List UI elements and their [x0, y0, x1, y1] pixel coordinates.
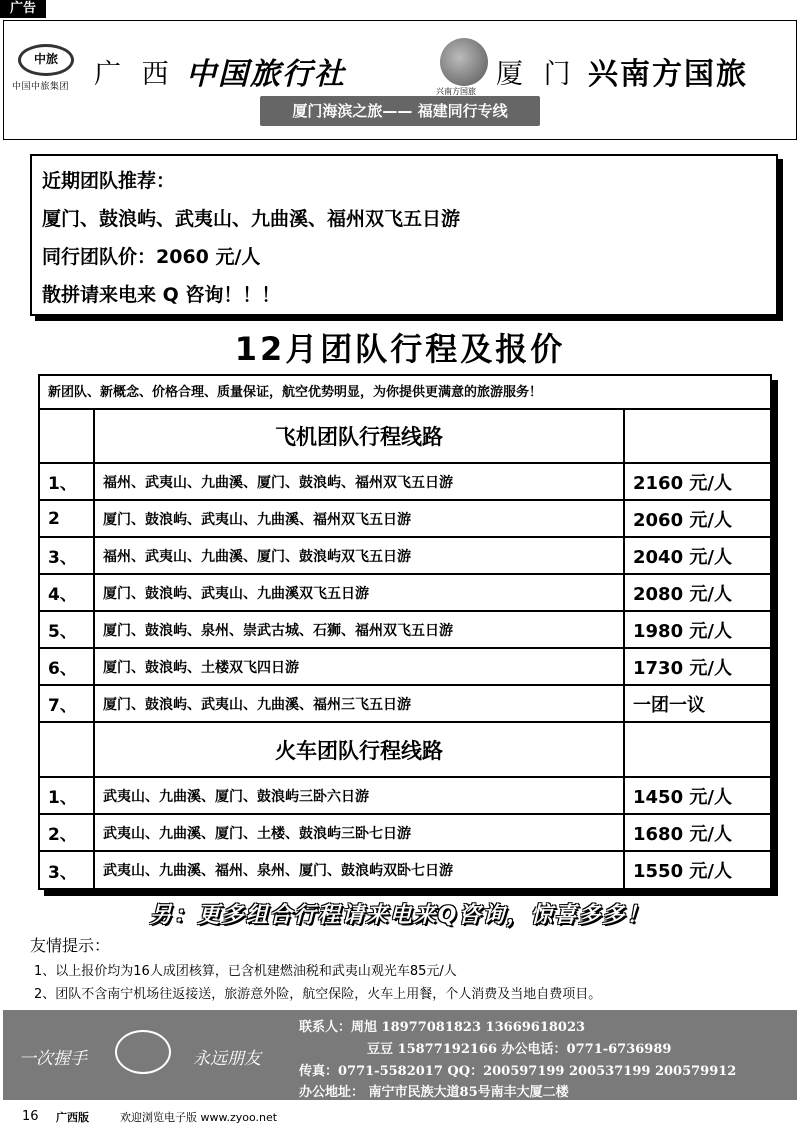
train-section-title: 火车团队行程线路	[95, 723, 625, 776]
region-left: 广 西	[94, 59, 175, 90]
recommend-route: 厦门、鼓浪屿、武夷山、九曲溪、福州双飞五日游	[42, 208, 461, 230]
table-row	[40, 464, 770, 501]
header-subtitle: 厦门海滨之旅—— 福建同行专线	[260, 96, 540, 126]
recommend-heading: 近期团队推荐：	[42, 170, 176, 192]
row-price: 2040 元/人	[633, 546, 732, 568]
row-route: 武夷山、九曲溪、厦门、土楼、鼓浪屿三卧七日游	[95, 815, 625, 850]
tour-table	[38, 374, 772, 890]
row-route: 武夷山、九曲溪、厦门、鼓浪屿三卧六日游	[95, 778, 625, 813]
cits-logo-icon	[18, 44, 74, 76]
page-footer	[0, 1106, 800, 1126]
row-no: 5、	[40, 612, 95, 647]
row-price: 1450 元/人	[633, 786, 732, 808]
row-no: 7、	[40, 686, 95, 721]
section-price-cell	[625, 410, 770, 462]
table-row	[40, 649, 770, 686]
table-row	[40, 501, 770, 538]
table-intro: 新团队、新概念、价格合理、质量保证，航空优势明显，为你提供更满意的旅游服务！	[40, 376, 770, 410]
tip-item: 1、以上报价均为16人成团核算，已含机建燃油税和武夷山观光车85元/人	[34, 964, 457, 979]
cits-logo-text: 中旅	[33, 52, 58, 66]
row-route: 厦门、鼓浪屿、武夷山、九曲溪、福州双飞五日游	[95, 501, 625, 536]
train-section-row	[40, 723, 770, 778]
row-no: 1、	[40, 778, 95, 813]
promo-banner: 另：更多组合行程请来电来Q咨询，惊喜多多！	[149, 903, 651, 928]
flight-section-row	[40, 410, 770, 464]
row-no: 6、	[40, 649, 95, 684]
row-route: 福州、武夷山、九曲溪、厦门、鼓浪屿、福州双飞五日游	[95, 464, 625, 499]
section-price-cell	[625, 723, 770, 776]
row-price: 1680 元/人	[633, 823, 732, 845]
section-no-cell	[40, 410, 95, 462]
edition-label: 广西版	[56, 1111, 89, 1124]
contact-address: 办公地址： 南宁市民族大道85号南丰大厦二楼	[299, 1085, 569, 1100]
row-price: 2160 元/人	[633, 472, 732, 494]
table-row	[40, 778, 770, 815]
section-no-cell	[40, 723, 95, 776]
contact-person: 联系人：周旭 18977081823 13669618023	[299, 1020, 586, 1035]
row-price: 一团一议	[633, 694, 705, 716]
cits-logo-caption: 中国中旅集团	[12, 82, 70, 92]
contact-phone: 豆豆 15877192166 办公电话：0771-6736989	[367, 1042, 672, 1057]
row-route: 厦门、鼓浪屿、泉州、崇武古城、石狮、福州双飞五日游	[95, 612, 625, 647]
row-route: 厦门、鼓浪屿、土楼双飞四日游	[95, 649, 625, 684]
row-no: 3、	[40, 538, 95, 573]
xnf-logo-caption: 兴南方国旅	[436, 87, 476, 96]
page-number: 16	[22, 1109, 39, 1124]
table-row	[40, 686, 770, 723]
row-no: 2	[40, 501, 95, 536]
row-price: 2080 元/人	[633, 583, 732, 605]
agency-left: 中国旅行社	[186, 57, 346, 92]
recommend-contact: 散拼请来电来 Q 咨询！！！	[42, 284, 281, 306]
contact-panel	[3, 1010, 797, 1100]
xnf-logo-icon	[440, 38, 488, 86]
table-row	[40, 852, 770, 888]
slogan-right: 永远朋友	[193, 1049, 261, 1069]
row-price: 2060 元/人	[633, 509, 732, 531]
row-route: 武夷山、九曲溪、福州、泉州、厦门、鼓浪屿双卧七日游	[95, 852, 625, 888]
ad-tag: 广告	[0, 0, 46, 18]
row-route: 厦门、鼓浪屿、武夷山、九曲溪、福州三飞五日游	[95, 686, 625, 721]
row-no: 2、	[40, 815, 95, 850]
recommend-box	[30, 154, 778, 316]
table-row	[40, 815, 770, 852]
row-no: 3、	[40, 852, 95, 888]
row-price: 1550 元/人	[633, 861, 732, 882]
table-row	[40, 538, 770, 575]
table-row	[40, 612, 770, 649]
agency-right: 兴南方国旅	[588, 57, 748, 92]
recommend-price: 同行团队价：2060 元/人	[42, 246, 261, 268]
row-price: 1980 元/人	[633, 620, 732, 642]
row-no: 1、	[40, 464, 95, 499]
flight-section-title: 飞机团队行程线路	[95, 410, 625, 462]
footer-note: 欢迎浏览电子版 www.zyoo.net	[120, 1111, 278, 1124]
slogan-left: 一次握手	[19, 1049, 87, 1069]
tips-title: 友情提示：	[30, 936, 111, 955]
row-no: 4、	[40, 575, 95, 610]
row-route: 厦门、鼓浪屿、武夷山、九曲溪双飞五日游	[95, 575, 625, 610]
row-route: 福州、武夷山、九曲溪、厦门、鼓浪屿双飞五日游	[95, 538, 625, 573]
contact-fax-qq: 传真：0771-5582017 QQ：200597199 200537199 200579912	[299, 1064, 737, 1079]
row-price: 1730 元/人	[633, 657, 732, 679]
page-title: 12月团队行程及报价	[234, 330, 566, 368]
table-row	[40, 575, 770, 612]
region-right: 厦 门	[496, 59, 577, 90]
tip-item: 2、团队不含南宁机场往返接送，旅游意外险，航空保险，火车上用餐，个人消费及当地自费项目。	[34, 987, 602, 1002]
handshake-icon	[115, 1030, 171, 1074]
